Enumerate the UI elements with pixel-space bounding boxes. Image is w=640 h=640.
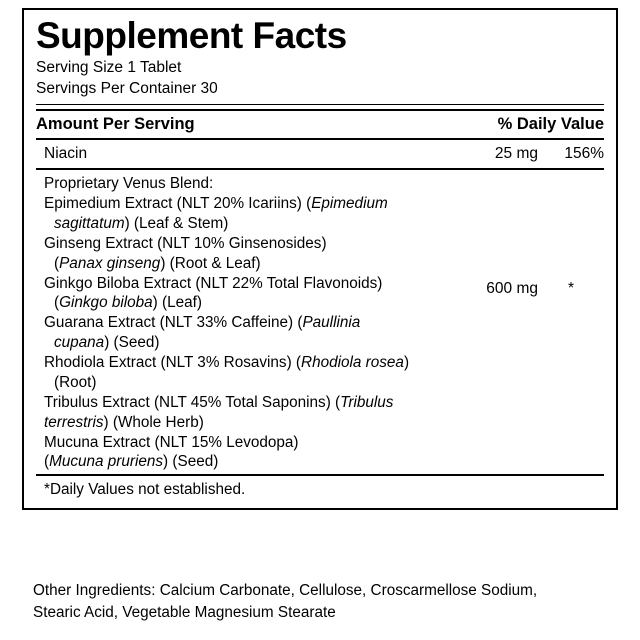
ingredient-ginkgo-line1: Ginkgo Biloba Extract (NLT 22% Total Flavonoids) [44,274,383,292]
servings-per-container: Servings Per Container 30 [36,79,218,97]
list-item [44,274,452,314]
ingredient-mucuna-line1: Mucuna Extract (NLT 15% Levodopa) [44,433,299,451]
proprietary-blend-dv: * [567,280,575,298]
ingredient-tribulus-part: ) (Whole Herb) [103,413,204,431]
ingredient-guarana-line1-pre: Guarana Extract (NLT 33% Caffeine) ( [44,314,303,332]
ingredient-mucuna-part: ) (Seed) [163,453,219,471]
ingredient-epimedium-genus: Epimedium [311,195,388,213]
table-row [36,140,604,168]
ingredient-rhodiola-paren-close: ) [403,354,410,372]
ingredient-ginkgo-part: ) (Leaf) [152,294,202,312]
ingredient-rhodiola-line1-pre: Rhodiola Extract (NLT 3% Rosavins) ( [44,354,302,372]
list-item [44,353,452,393]
list-item [44,433,452,473]
header-amount-per-serving: Amount Per Serving [36,115,195,134]
ingredient-epimedium-species: sagittatum [54,214,125,232]
list-item [44,313,452,353]
ingredient-ginkgo-latin: Ginkgo biloba [59,294,153,312]
ingredient-guarana-species: cupana [54,334,105,352]
ingredient-tribulus-line2 [44,413,452,433]
ingredient-mucuna-latin: Mucuna pruriens [49,453,164,471]
list-item [44,393,452,433]
serving-size: Serving Size 1 Tablet [36,58,182,76]
table-header-row [36,111,604,138]
ingredient-ginkgo-paren-open: ( [54,294,60,312]
supplement-facts-panel [22,8,618,510]
ingredient-tribulus-line1-pre: Tribulus Extract (NLT 45% Total Saponins) ( [44,393,341,411]
nutrient-name-niacin: Niacin [44,145,88,163]
other-ingredients-line-2: Stearic Acid, Vegetable Magnesium Stearate [33,604,336,622]
ingredient-epimedium-part: ) (Leaf & Stem) [124,214,229,232]
ingredient-mucuna-line2 [44,452,452,472]
ingredient-mucuna-paren-open: ( [44,453,50,471]
proprietary-blend-row [36,170,604,474]
ingredient-ginseng-latin: Panax ginseng [59,254,161,272]
proprietary-blend-ingredient-list [36,174,452,472]
ingredient-epimedium-line1-pre: Epimedium Extract (NLT 20% Icariins) ( [44,195,312,213]
ingredient-tribulus-species: terrestris [44,413,104,431]
header-daily-value: % Daily Value [497,115,604,134]
proprietary-blend-title: Proprietary Venus Blend: [44,175,214,193]
ingredient-ginseng-paren-open: ( [54,254,60,272]
daily-value-footnote: *Daily Values not established. [44,481,246,499]
ingredient-ginkgo-line2 [44,293,452,313]
other-ingredients [33,580,613,624]
list-item [44,194,452,234]
ingredient-ginseng-line1: Ginseng Extract (NLT 10% Ginsenosides) [44,234,327,252]
proprietary-blend-amount: 600 mg [486,280,538,298]
ingredient-ginseng-part: ) (Root & Leaf) [160,254,261,272]
page-title: Supplement Facts [36,15,347,56]
other-ingredients-line-1: Other Ingredients: Calcium Carbonate, Cellulose, Croscarmellose Sodium, [33,582,538,599]
nutrient-amount-niacin: 25 mg [494,145,538,163]
ingredient-epimedium-line2 [44,214,452,234]
ingredient-guarana-genus: Paullinia [302,314,361,332]
nutrient-dv-niacin: 156% [564,145,604,163]
ingredient-ginseng-line2 [44,254,452,274]
ingredient-tribulus-genus: Tribulus [340,393,394,411]
ingredient-rhodiola-part: (Root) [54,373,97,391]
ingredient-guarana-part: ) (Seed) [104,334,160,352]
list-item [44,234,452,274]
ingredient-guarana-line2 [44,333,452,353]
ingredient-rhodiola-latin: Rhodiola rosea [301,354,404,372]
